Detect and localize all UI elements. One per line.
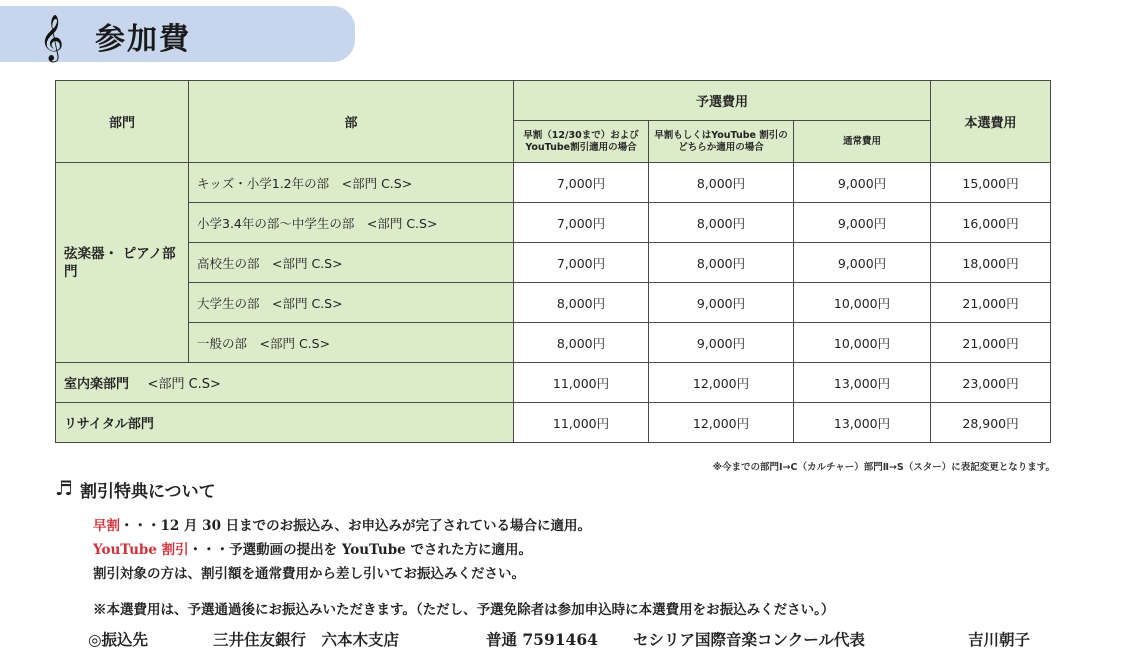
chamber-suffix: <部門 C.S> <box>147 377 221 392</box>
header-final: 本選費用 <box>931 81 1051 163</box>
price-normal: 9,000円 <box>794 163 931 203</box>
price-early: 7,000円 <box>514 243 649 283</box>
early-label: 早割 <box>93 518 120 534</box>
price-either: 9,000円 <box>649 283 794 323</box>
price-final: 21,000円 <box>931 283 1051 323</box>
price-early: 8,000円 <box>514 283 649 323</box>
bank-holder: セシリア国際音楽コンクール代表 <box>633 630 865 649</box>
division-label: 高校生の部 <部門 C.S> <box>189 243 514 283</box>
division-label: 一般の部 <部門 C.S> <box>189 323 514 363</box>
table-row <box>56 323 1051 363</box>
youtube-label: YouTube 割引 <box>93 542 189 558</box>
header-band <box>0 6 355 62</box>
bank-label: ◎振込先 <box>88 630 149 649</box>
price-final: 28,900円 <box>931 403 1051 443</box>
division-label: キッズ・小学1.2年の部 <部門 C.S> <box>189 163 514 203</box>
price-early: 11,000円 <box>514 403 649 443</box>
price-either: 8,000円 <box>649 243 794 283</box>
price-final: 16,000円 <box>931 203 1051 243</box>
price-either: 12,000円 <box>649 363 794 403</box>
header-prelim-either: 早割もしくはYouTube 割引のどちらか適用の場合 <box>649 121 794 163</box>
price-normal: 9,000円 <box>794 203 931 243</box>
table-row <box>56 283 1051 323</box>
discount-line3: 割引対象の方は、割引額を通常費用から差し引いてお振込みください。 <box>93 566 525 582</box>
table-row <box>56 163 1051 203</box>
table-row <box>56 203 1051 243</box>
price-normal: 10,000円 <box>794 283 931 323</box>
final-fee-note: ※本選費用は、予選通過後にお振込みいただきます。（ただし、予選免除者は参加申込時に本選費用をお振込みください。） <box>93 602 835 618</box>
price-early: 7,000円 <box>514 203 649 243</box>
price-either: 8,000円 <box>649 203 794 243</box>
price-final: 18,000円 <box>931 243 1051 283</box>
early-text: ・・・12 月 30 日までのお振込み、お申込みが完了されている場合に適用。 <box>120 518 591 534</box>
table-row-recital <box>56 403 1051 443</box>
group-label: 弦楽器・ ピアノ部門 <box>56 163 189 363</box>
music-note-icon: ♬ <box>55 476 73 500</box>
fee-table <box>55 80 1051 443</box>
header-prelim-normal: 通常費用 <box>794 121 931 163</box>
chamber-label <box>56 363 514 403</box>
table-footnote: ※今までの部門Ⅰ→C（カルチャー）部門Ⅱ→S（スター）に表記変更となります。 <box>712 462 1055 473</box>
table-row <box>56 243 1051 283</box>
header-prelim: 予選費用 <box>514 81 931 121</box>
discount-youtube <box>93 538 532 558</box>
price-normal: 13,000円 <box>794 403 931 443</box>
treble-clef-icon: 𝄞 <box>40 15 64 61</box>
price-normal: 10,000円 <box>794 323 931 363</box>
price-final: 23,000円 <box>931 363 1051 403</box>
youtube-text: ・・・予選動画の提出を YouTube でされた方に適用。 <box>188 542 532 558</box>
header-prelim-early: 早割（12/30まで）および YouTube割引適用の場合 <box>514 121 649 163</box>
bank-name: 三井住友銀行 六本木支店 <box>213 630 400 649</box>
discount-title: 割引特典について <box>80 482 216 502</box>
chamber-name: 室内楽部門 <box>64 377 130 392</box>
price-normal: 9,000円 <box>794 243 931 283</box>
header-bumon: 部門 <box>56 81 189 163</box>
header-bu: 部 <box>189 81 514 163</box>
bank-account: 普通 7591464 <box>486 630 598 649</box>
price-either: 9,000円 <box>649 323 794 363</box>
page-title: 参加費 <box>95 22 191 57</box>
price-early: 11,000円 <box>514 363 649 403</box>
division-label: 大学生の部 <部門 C.S> <box>189 283 514 323</box>
price-either: 12,000円 <box>649 403 794 443</box>
price-either: 8,000円 <box>649 163 794 203</box>
division-label: 小学3.4年の部～中学生の部 <部門 C.S> <box>189 203 514 243</box>
recital-label: リサイタル部門 <box>56 403 514 443</box>
price-final: 15,000円 <box>931 163 1051 203</box>
price-early: 7,000円 <box>514 163 649 203</box>
price-normal: 13,000円 <box>794 363 931 403</box>
discount-early <box>93 514 591 534</box>
price-early: 8,000円 <box>514 323 649 363</box>
price-final: 21,000円 <box>931 323 1051 363</box>
table-row-chamber <box>56 363 1051 403</box>
bank-holder-name: 吉川朝子 <box>968 630 1031 649</box>
